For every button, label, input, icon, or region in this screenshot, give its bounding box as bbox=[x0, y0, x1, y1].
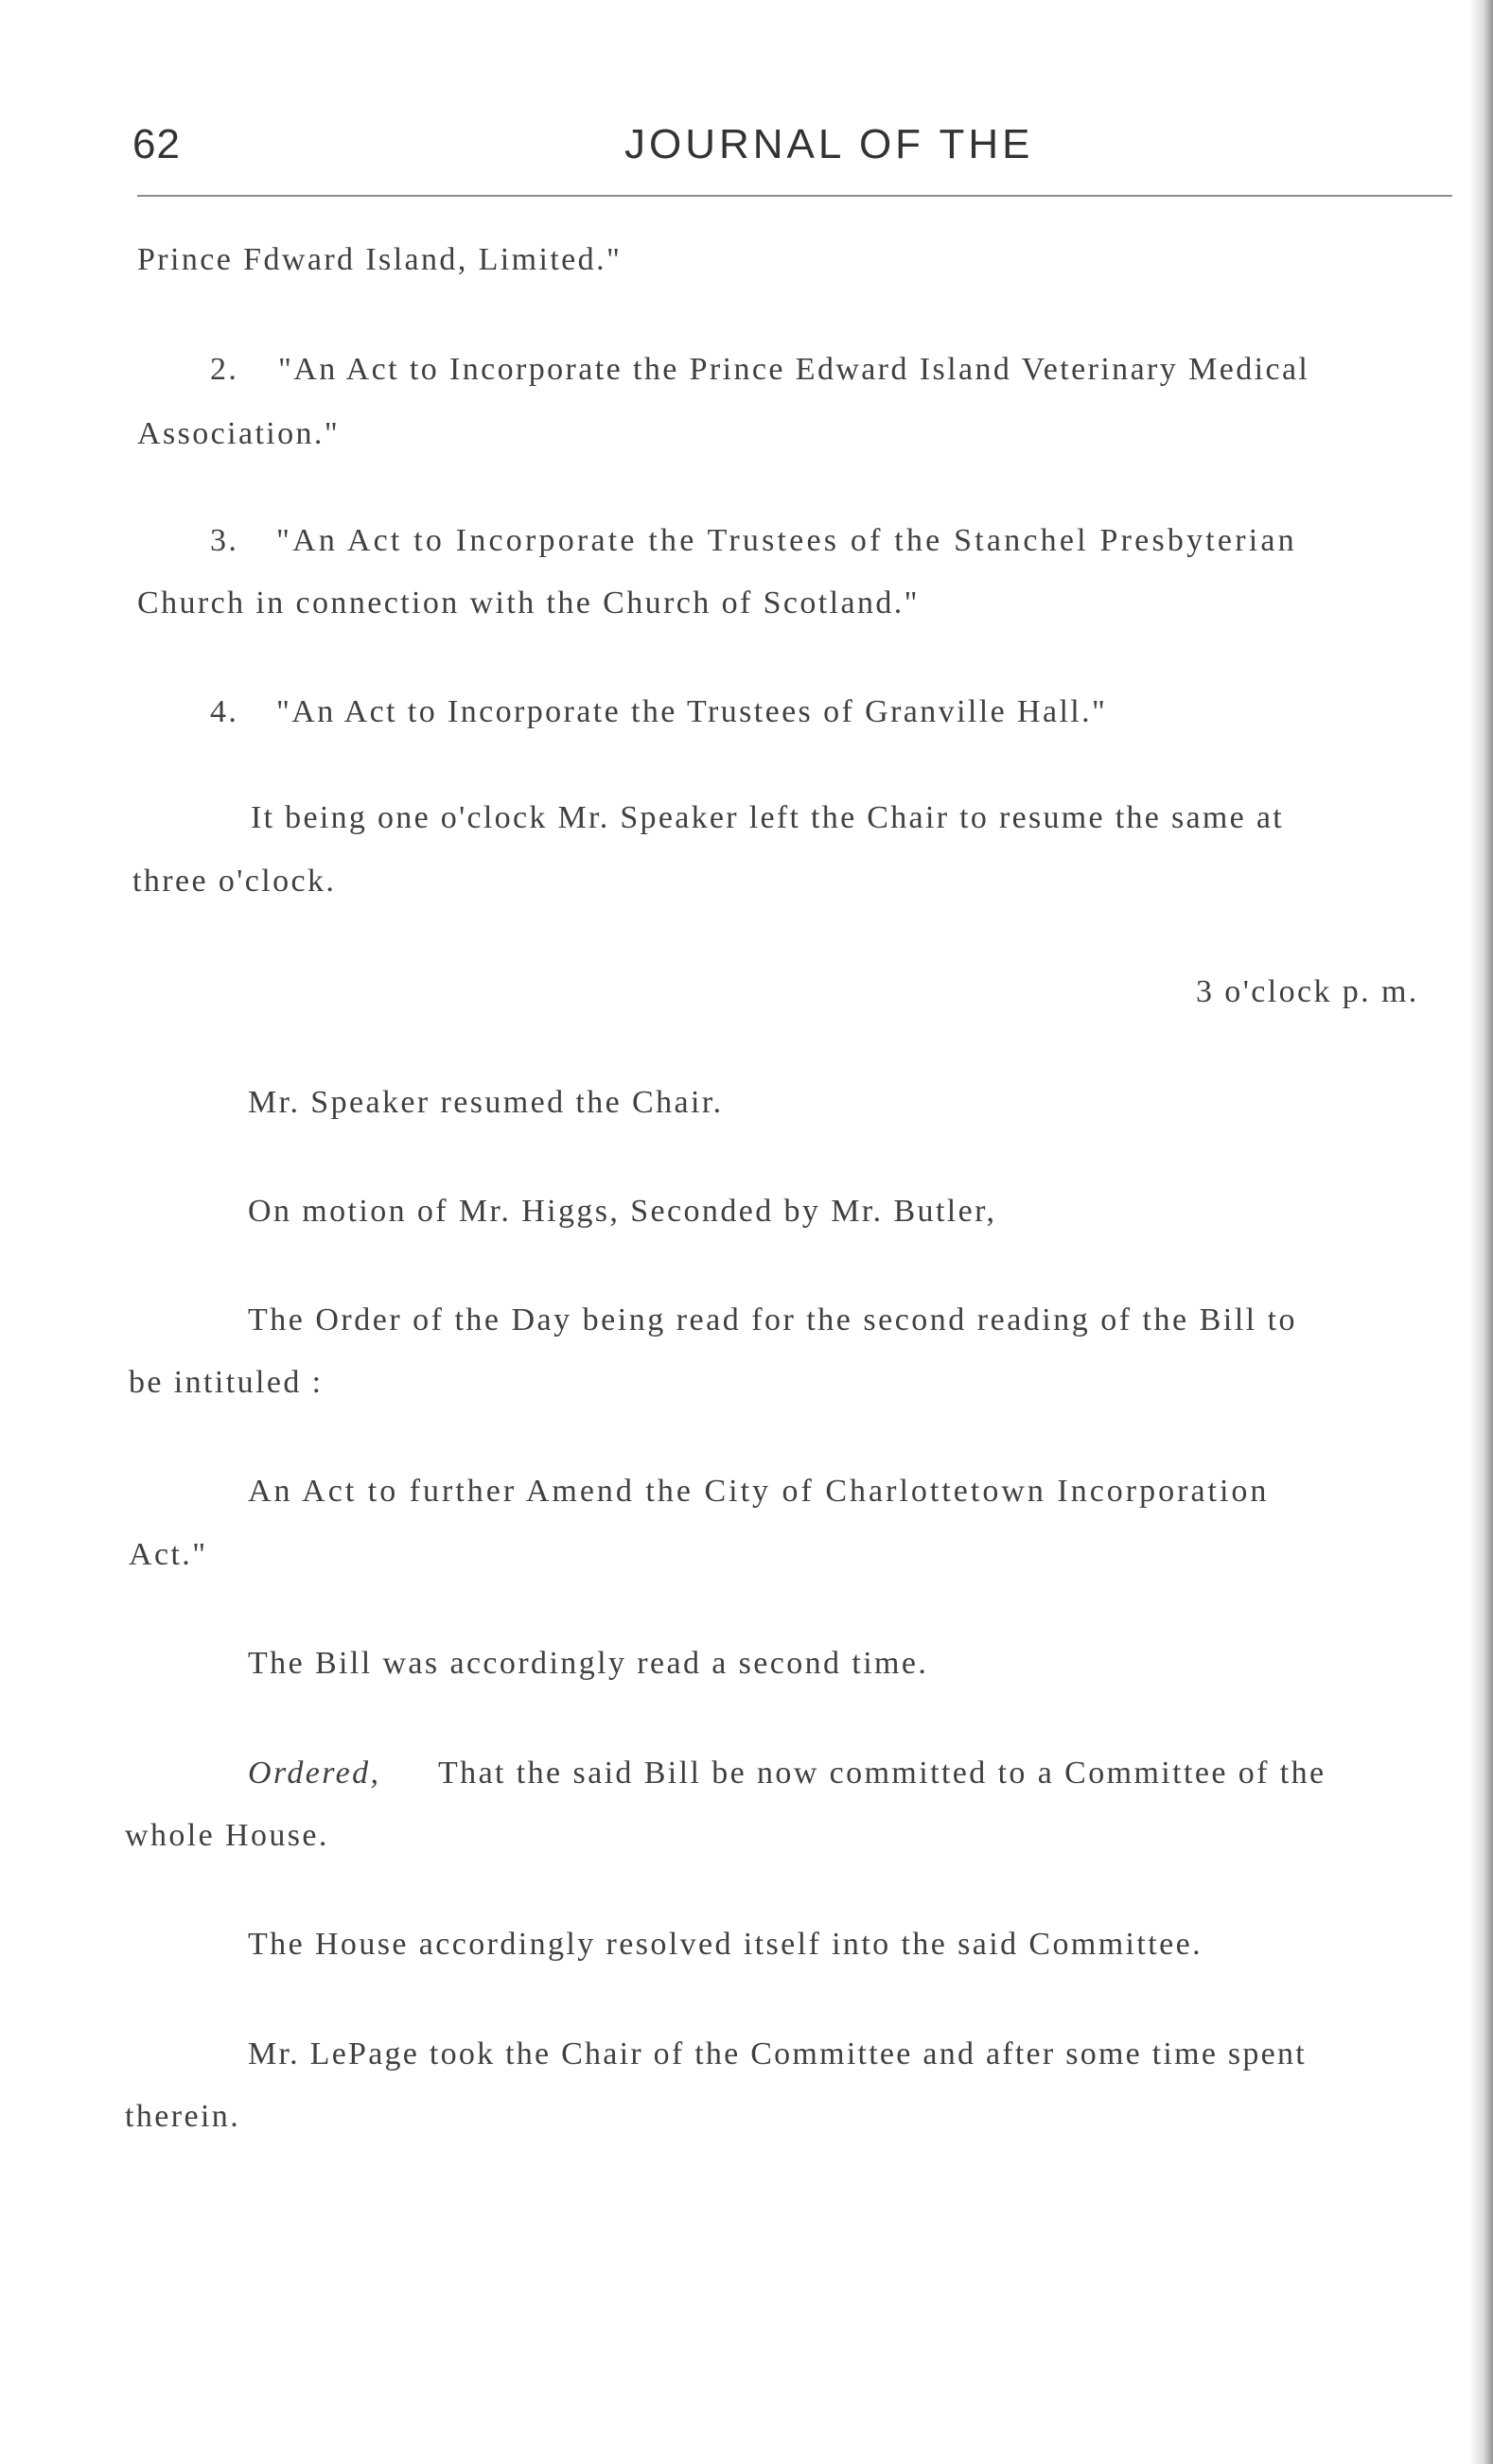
adjournment-second-line: three o'clock. bbox=[132, 864, 337, 899]
act-title-second-line: Act." bbox=[129, 1537, 208, 1572]
continuation-line: Prince Fdward Island, Limited." bbox=[137, 242, 623, 277]
adjournment-first-line: It being one o'clock Mr. Speaker left the Chair to resume the same at bbox=[251, 800, 1284, 835]
item-4-number: 4. bbox=[210, 694, 239, 729]
header-rule bbox=[137, 195, 1452, 197]
page-header bbox=[132, 121, 1457, 178]
order-of-day-first-line: The Order of the Day being read for the second reading of the Bill to bbox=[248, 1302, 1298, 1337]
act-title-first-line: An Act to further Amend the City of Charlottetown Incorporation bbox=[248, 1474, 1270, 1509]
lepage-second-line: therein. bbox=[125, 2099, 241, 2134]
ordered-second-line: whole House. bbox=[125, 1818, 329, 1853]
resolved-line: The House accordingly resolved itself into the said Committee. bbox=[248, 1927, 1203, 1962]
item-2-second-line: Association." bbox=[137, 416, 341, 451]
time-stamp: 3 o'clock p. m. bbox=[1196, 974, 1419, 1009]
item-2-text: "An Act to Incorporate the Prince Edward Island Veterinary Medical bbox=[278, 352, 1310, 387]
lepage-first-line: Mr. LePage took the Chair of the Committee and after some time spent bbox=[248, 2036, 1307, 2071]
speaker-resumed-line: Mr. Speaker resumed the Chair. bbox=[248, 1085, 724, 1120]
ordered-label: Ordered, bbox=[248, 1756, 381, 1791]
ordered-first-line: That the said Bill be now committed to a Committee of the bbox=[438, 1756, 1326, 1791]
second-reading-line: The Bill was accordingly read a second time. bbox=[248, 1646, 929, 1681]
page-edge-shadow bbox=[1468, 0, 1493, 2464]
item-3-number: 3. bbox=[210, 523, 239, 558]
item-3-second-line: Church in connection with the Church of Scotland." bbox=[137, 585, 920, 620]
running-title: JOURNAL OF THE bbox=[624, 121, 1034, 167]
item-4-first-line: "An Act to Incorporate the Trustees of Granville Hall." bbox=[276, 694, 1108, 729]
item-2-number: 2. bbox=[210, 352, 239, 387]
motion-line: On motion of Mr. Higgs, Seconded by Mr. Butler, bbox=[248, 1194, 997, 1229]
item-2-first-line bbox=[210, 352, 1453, 388]
item-3-first-line: "An Act to Incorporate the Trustees of the Stanchel Presbyterian bbox=[276, 523, 1297, 558]
order-of-day-second-line: be intituled : bbox=[129, 1365, 324, 1400]
page-number: 62 bbox=[132, 121, 181, 167]
